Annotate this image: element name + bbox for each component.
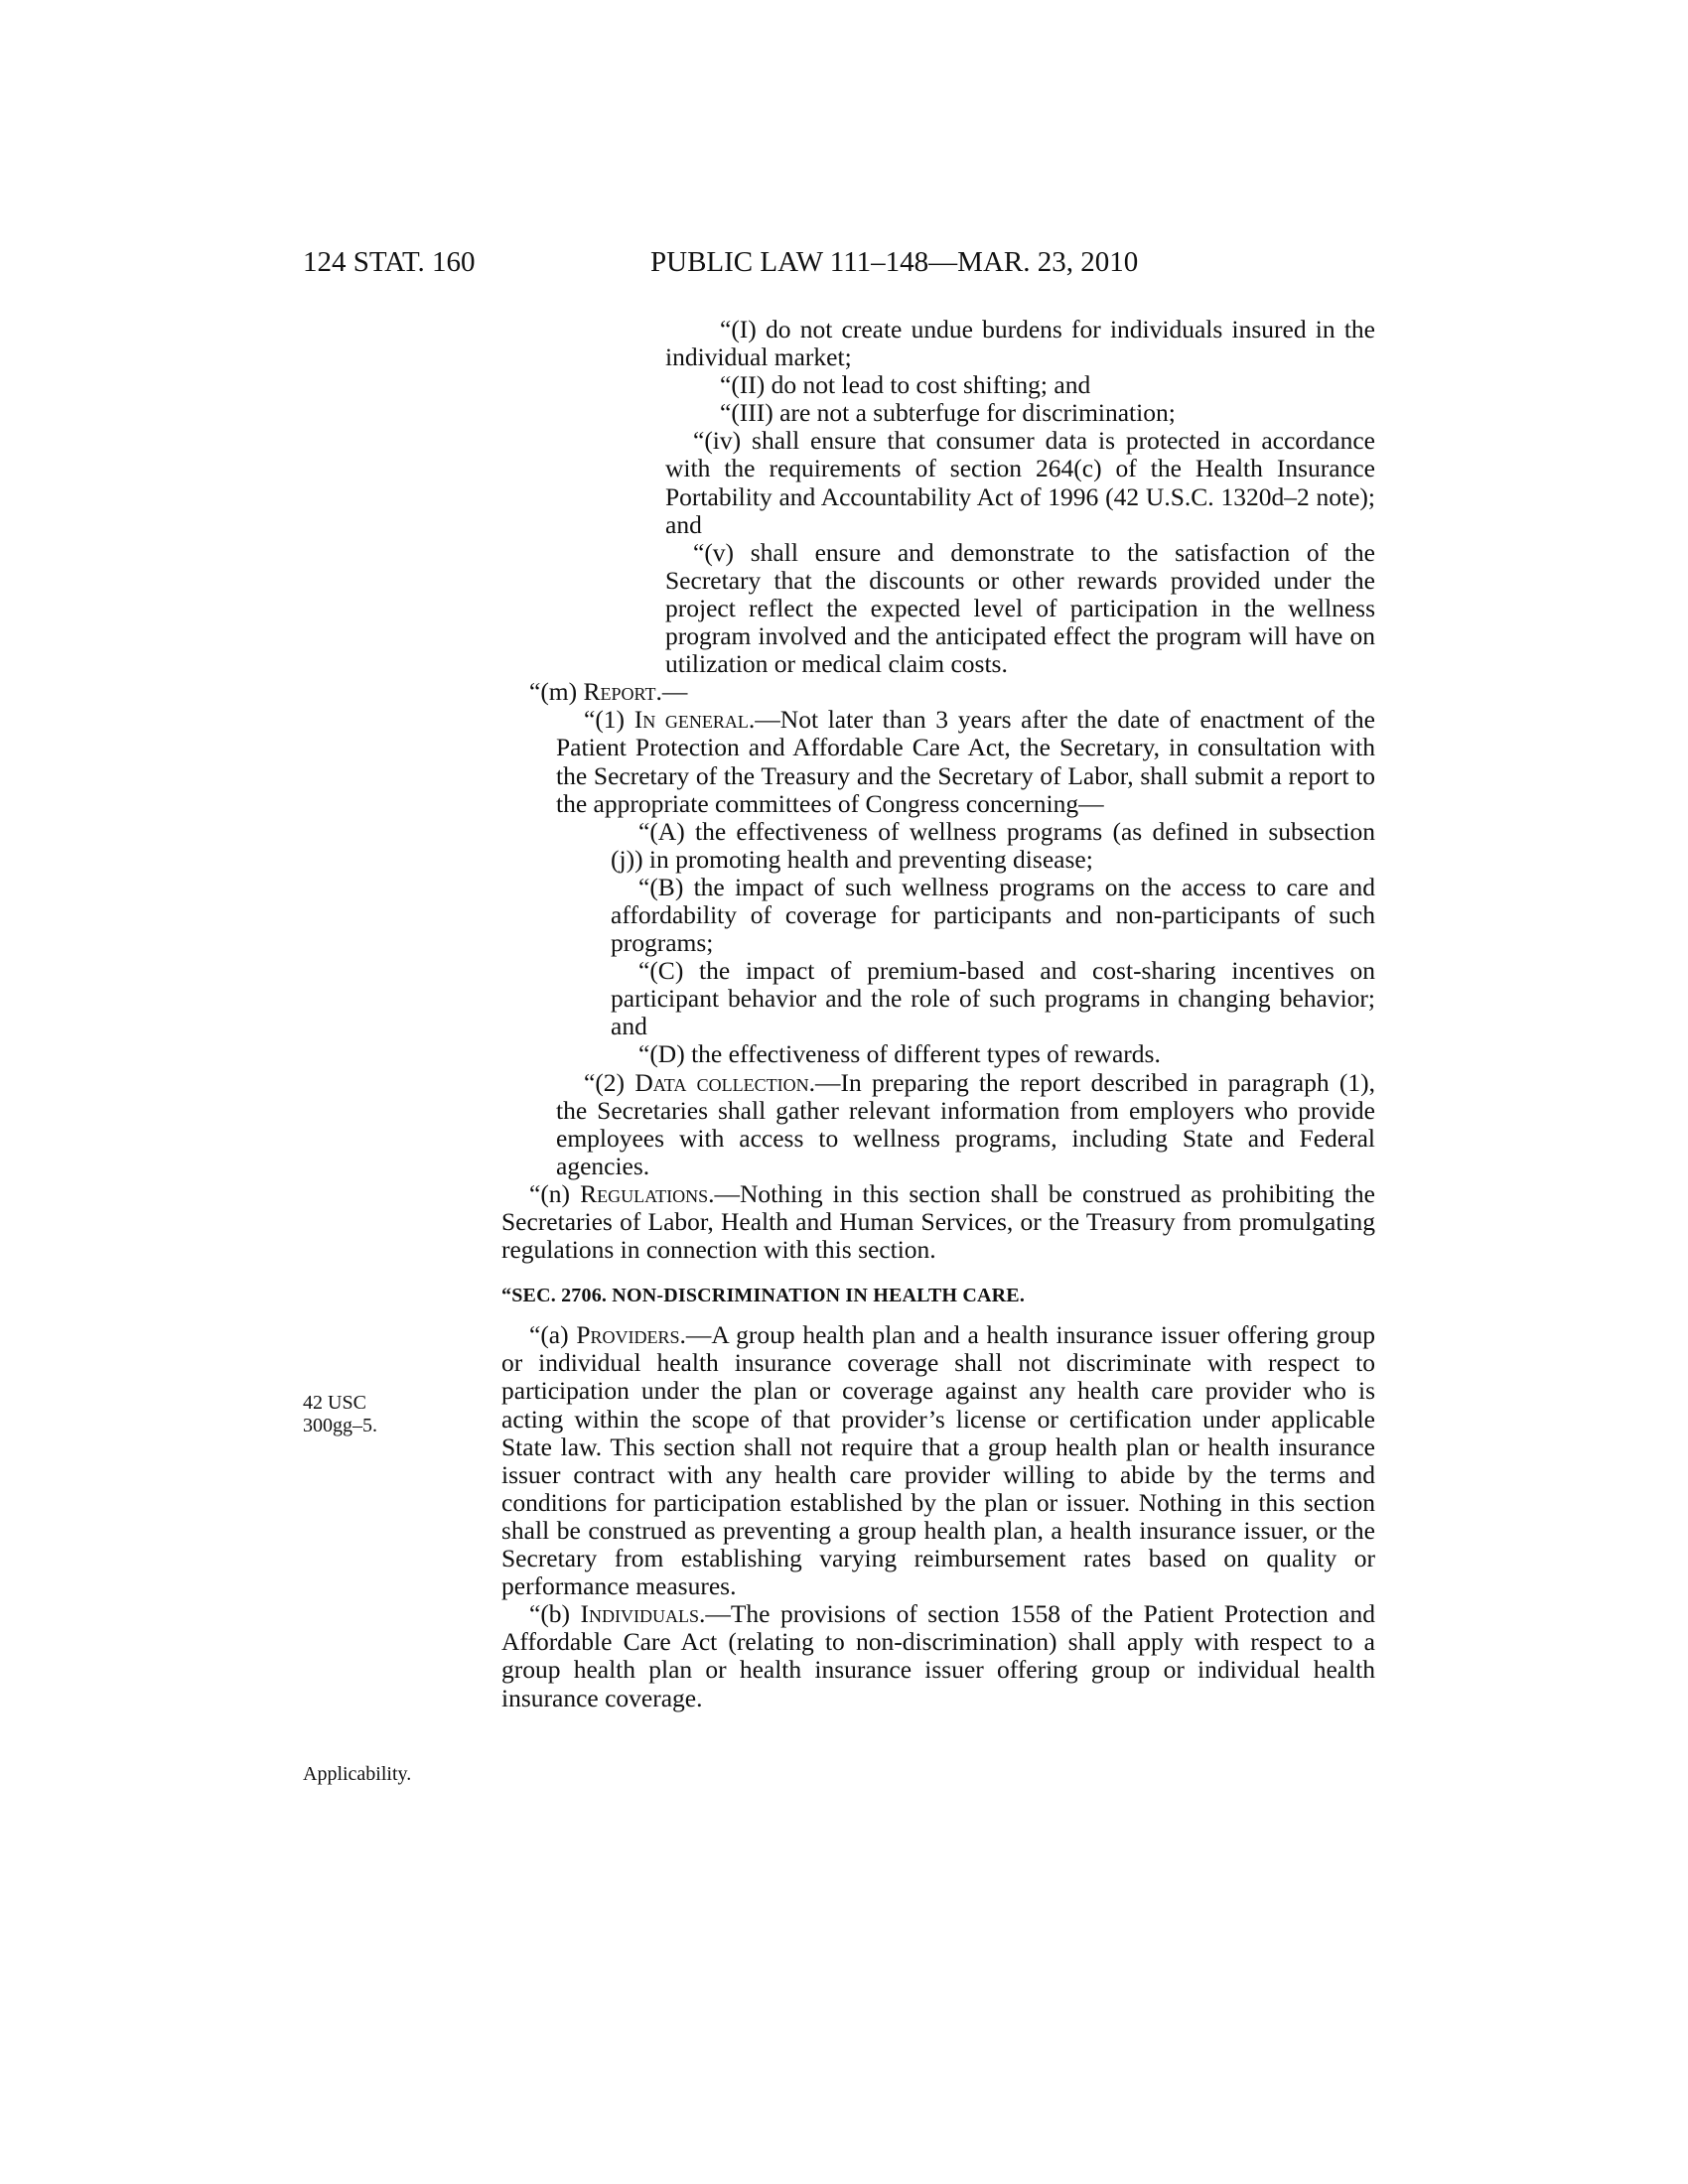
- subsection-n-heading: Regulations.: [580, 1178, 715, 1208]
- paragraph-m-2-heading: Data collection.: [634, 1067, 815, 1097]
- subsection-n-text: —Nothing in this section shall be construed as prohibiting the Secretaries of Labor, Health and Human Services, or the Treasury from promulgating regulations in connection with this section.: [501, 1178, 1375, 1265]
- subsection-b-text: —The provisions of section 1558 of the Patient Protection and Affordable Care Act (relating to non-discrimination) shall apply with respect to a group health plan or health insurance issuer offering group or individual health insurance coverage.: [501, 1599, 1375, 1712]
- paragraph-m-2-prefix: “(2): [584, 1067, 635, 1097]
- clause-iv: “(iv) shall ensure that consumer data is protected in accordance with the requirements of section 264(c) of the Health Insurance Portability and Accountability Act of 1996 (42 U.S.C. 1320d–2 note); and: [665, 426, 1375, 539]
- running-title: PUBLIC LAW 111–148—MAR. 23, 2010: [650, 246, 1139, 278]
- paragraph-m-1-text: —Not later than 3 years after the date of enactment of the Patient Protection and Affordable Care Act, the Secretary, in consultation with the Secretary of the Treasury and the Secretary of Labor, shall submit a report to the appropriate committees of Congress concerning—: [556, 705, 1375, 818]
- margin-note-applicability: Applicability.: [303, 1763, 412, 1785]
- subparagraph-B: “(B) the impact of such wellness programs on the access to care and affordability of coverage for participants and non-participants of such programs;: [611, 872, 1375, 958]
- paragraph-m-2-text: —In preparing the report described in paragraph (1), the Secretaries shall gather relevant information from employers who provide employees with access to wellness programs, including State and Federal agencies.: [556, 1067, 1375, 1180]
- subsection-b-heading: Individuals.: [580, 1599, 706, 1629]
- paragraph-II: “(II) do not lead to cost shifting; and: [720, 370, 1091, 400]
- clause-v: “(v) shall ensure and demonstrate to the satisfaction of the Secretary that the discounts or other rewards provided under the project reflect the expected level of participation in the wellness program involved and the anticipated effect the program will have on utilization or medical claim costs.: [665, 537, 1375, 679]
- paragraph-m-2: [501, 1069, 1375, 1180]
- margin-note-usc-line2: 300gg–5.: [303, 1415, 377, 1436]
- margin-note-usc-line1: 42 USC: [303, 1392, 366, 1414]
- section-heading: “SEC. 2706. NON-DISCRIMINATION IN HEALTH CARE.: [501, 1285, 1026, 1307]
- stat-page-number: 124 STAT. 160: [303, 246, 476, 278]
- subsection-m-prefix: “(m): [529, 677, 584, 707]
- paragraph-m-1-heading: In general.: [633, 705, 756, 735]
- subsection-a: [501, 1321, 1375, 1600]
- margin-note-usc: [303, 1392, 452, 1437]
- page-header: [0, 246, 1688, 286]
- subsection-a-prefix: “(a): [529, 1320, 577, 1350]
- paragraph-I: “(I) do not create undue burdens for individuals insured in the individual market;: [665, 315, 1375, 372]
- subparagraph-A: “(A) the effectiveness of wellness programs (as defined in subsection (j)) in promoting health and preventing disease;: [611, 816, 1375, 874]
- subsection-m: [501, 678, 1375, 706]
- subsection-b: [501, 1600, 1375, 1711]
- subsection-a-text: —A group health plan and a health insurance issuer offering group or individual health insurance coverage shall not discriminate with respect to participation under the plan or coverage against any health care provider who is acting within the scope of that provider’s license or certification under applicable State law. This section shall not require that a group health plan or health insurance issuer contract with any health care provider willing to abide by the terms and conditions for participation established by the plan or issuer. Nothing in this section shall be construed as preventing a group health plan, a health insurance issuer, or the Secretary from establishing varying reimbursement rates based on quality or performance measures.: [501, 1320, 1375, 1601]
- paragraph-III: “(III) are not a subterfuge for discrimination;: [720, 398, 1176, 428]
- paragraph-m-1: [501, 706, 1375, 817]
- paragraph-m-1-prefix: “(1): [584, 705, 634, 735]
- subsection-m-heading: Report.—: [583, 677, 688, 707]
- subsection-a-heading: Providers.: [576, 1320, 686, 1350]
- statute-body: [501, 316, 1375, 1712]
- subsection-n-prefix: “(n): [529, 1178, 581, 1208]
- subparagraph-D: “(D) the effectiveness of different types of rewards.: [638, 1039, 1161, 1069]
- subparagraph-C: “(C) the impact of premium-based and cost-sharing incentives on participant behavior and the role of such programs in changing behavior; and: [611, 956, 1375, 1041]
- subsection-n: [501, 1180, 1375, 1264]
- subsection-b-prefix: “(b): [529, 1599, 581, 1629]
